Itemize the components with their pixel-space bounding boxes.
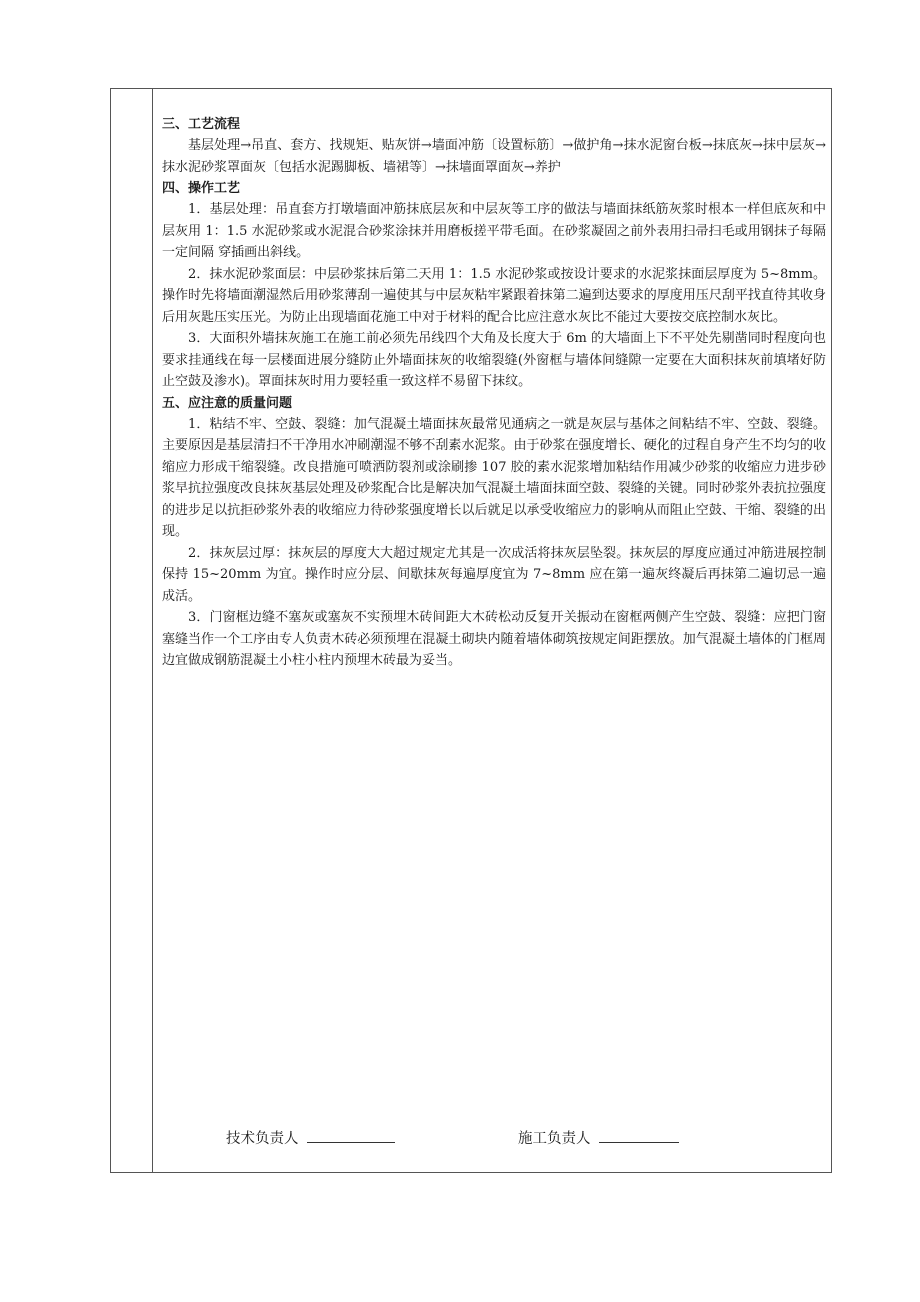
tech-lead-signature: [226, 1128, 395, 1149]
operation-paragraph-1: 1．基层处理：吊直套方打墩墙面冲筋抹底层灰和中层灰等工序的做法与墙面抹纸筋灰浆时根本一样但底灰和中层灰用 1：1.5 水泥砂浆或水泥混合砂浆涂抹并用磨板搓平带毛面。在砂浆凝固之前外表用扫帚扫毛或用钢抹子每隔一定间隔 穿插画出斜线。: [162, 202, 826, 260]
tech-lead-signature-line[interactable]: [307, 1128, 395, 1143]
section-heading-quality: 五、应注意的质量问题: [162, 395, 293, 411]
quality-paragraph-3: 3．门窗框边缝不塞灰或塞灰不实预埋木砖间距大木砖松动反复开关振动在窗框两侧产生空鼓、裂缝：应把门窗塞缝当作一个工序由专人负责木砖必须预埋在混凝土砌块内随着墙体砌筑按规定间距摆放。加气混凝土墙体的门框周边宜做成钢筋混凝土小柱小柱内预埋木砖最为妥当。: [162, 610, 826, 668]
left-label-column: [111, 89, 153, 1172]
quality-paragraph-2: 2．抹灰层过厚：抹灰层的厚度大大超过规定尤其是一次成活将抹灰层坠裂。抹灰层的厚度应通过冲筋进展控制保持 15~20mm 为宜。操作时应分层、间歇抹灰每遍厚度宜为 7~8mm 应在第一遍灰终凝后再抹第二遍切忌一遍成活。: [162, 545, 826, 604]
process-paragraph: 基层处理→吊直、套方、找规矩、贴灰饼→墙面冲筋〔设置标筋〕→做护角→抹水泥窗台板→抹底灰→抹中层灰→抹水泥砂浆罩面灰〔包括水泥踢脚板、墙裙等〕→抹墙面罩面灰→养护: [162, 138, 826, 175]
section-heading-process: 三、工艺流程: [162, 117, 241, 132]
construction-lead-signature-line[interactable]: [599, 1128, 679, 1143]
quality-paragraph-1: 1．粘结不牢、空鼓、裂缝：加气混凝土墙面抹灰最常见通病之一就是灰层与基体之间粘结不牢、空鼓、裂缝。主要原因是基层清扫不干净用水冲刷潮湿不够不刮素水泥浆。由于砂浆在强度增长、硬化的过程自身产生不均匀的收缩应力形成干缩裂缝。改良措施可喷洒防裂剂或涂刷掺 107 胶的素水泥浆增加粘结作用减少砂浆的收缩应力进步砂浆早抗拉强度改良抹灰基层处理及砂浆配合比是解决加气混凝土墙面抹面空鼓、裂缝的关键。同时砂浆外表抗拉强度的进步足以抗拒砂浆外表的收缩应力待砂浆强度增长以后就足以承受收缩应力的影响从而阻止空鼓、干缩、裂缝的出现。: [162, 416, 826, 539]
tech-lead-label: 技术负责人: [226, 1131, 299, 1147]
construction-lead-signature: [518, 1128, 679, 1149]
operation-paragraph-2: 2．抹水泥砂浆面层：中层砂浆抹后第二天用 1：1.5 水泥砂浆或按设计要求的水泥浆抹面层厚度为 5~8mm。操作时先将墙面潮湿然后用砂浆薄刮一遍使其与中层灰粘牢紧跟着抹第二遍到达要求的厚度用压尺刮平找直待其收身后用灰匙压实压光。为防止出现墙面花施工中对于材料的配合比应注意水灰比不能过大要按交底控制水灰比。: [162, 266, 826, 325]
construction-lead-label: 施工负责人: [518, 1131, 591, 1147]
document-body: [162, 114, 826, 672]
section-heading-operation: 四、操作工艺: [162, 181, 241, 196]
operation-paragraph-3: 3．大面积外墙抹灰施工在施工前必须先吊线四个大角及长度大于 6m 的大墙面上下不平处先剔凿同时程度向也要求挂通线在每一层楼面进展分缝防止外墙面抹灰的收缩裂缝(外窗框与墙体间缝隙一定要在大面积抹灰前填堵好防止空鼓及渗水)。罩面抹灰时用力要轻重一致这样不易留下抹纹。: [162, 331, 826, 389]
